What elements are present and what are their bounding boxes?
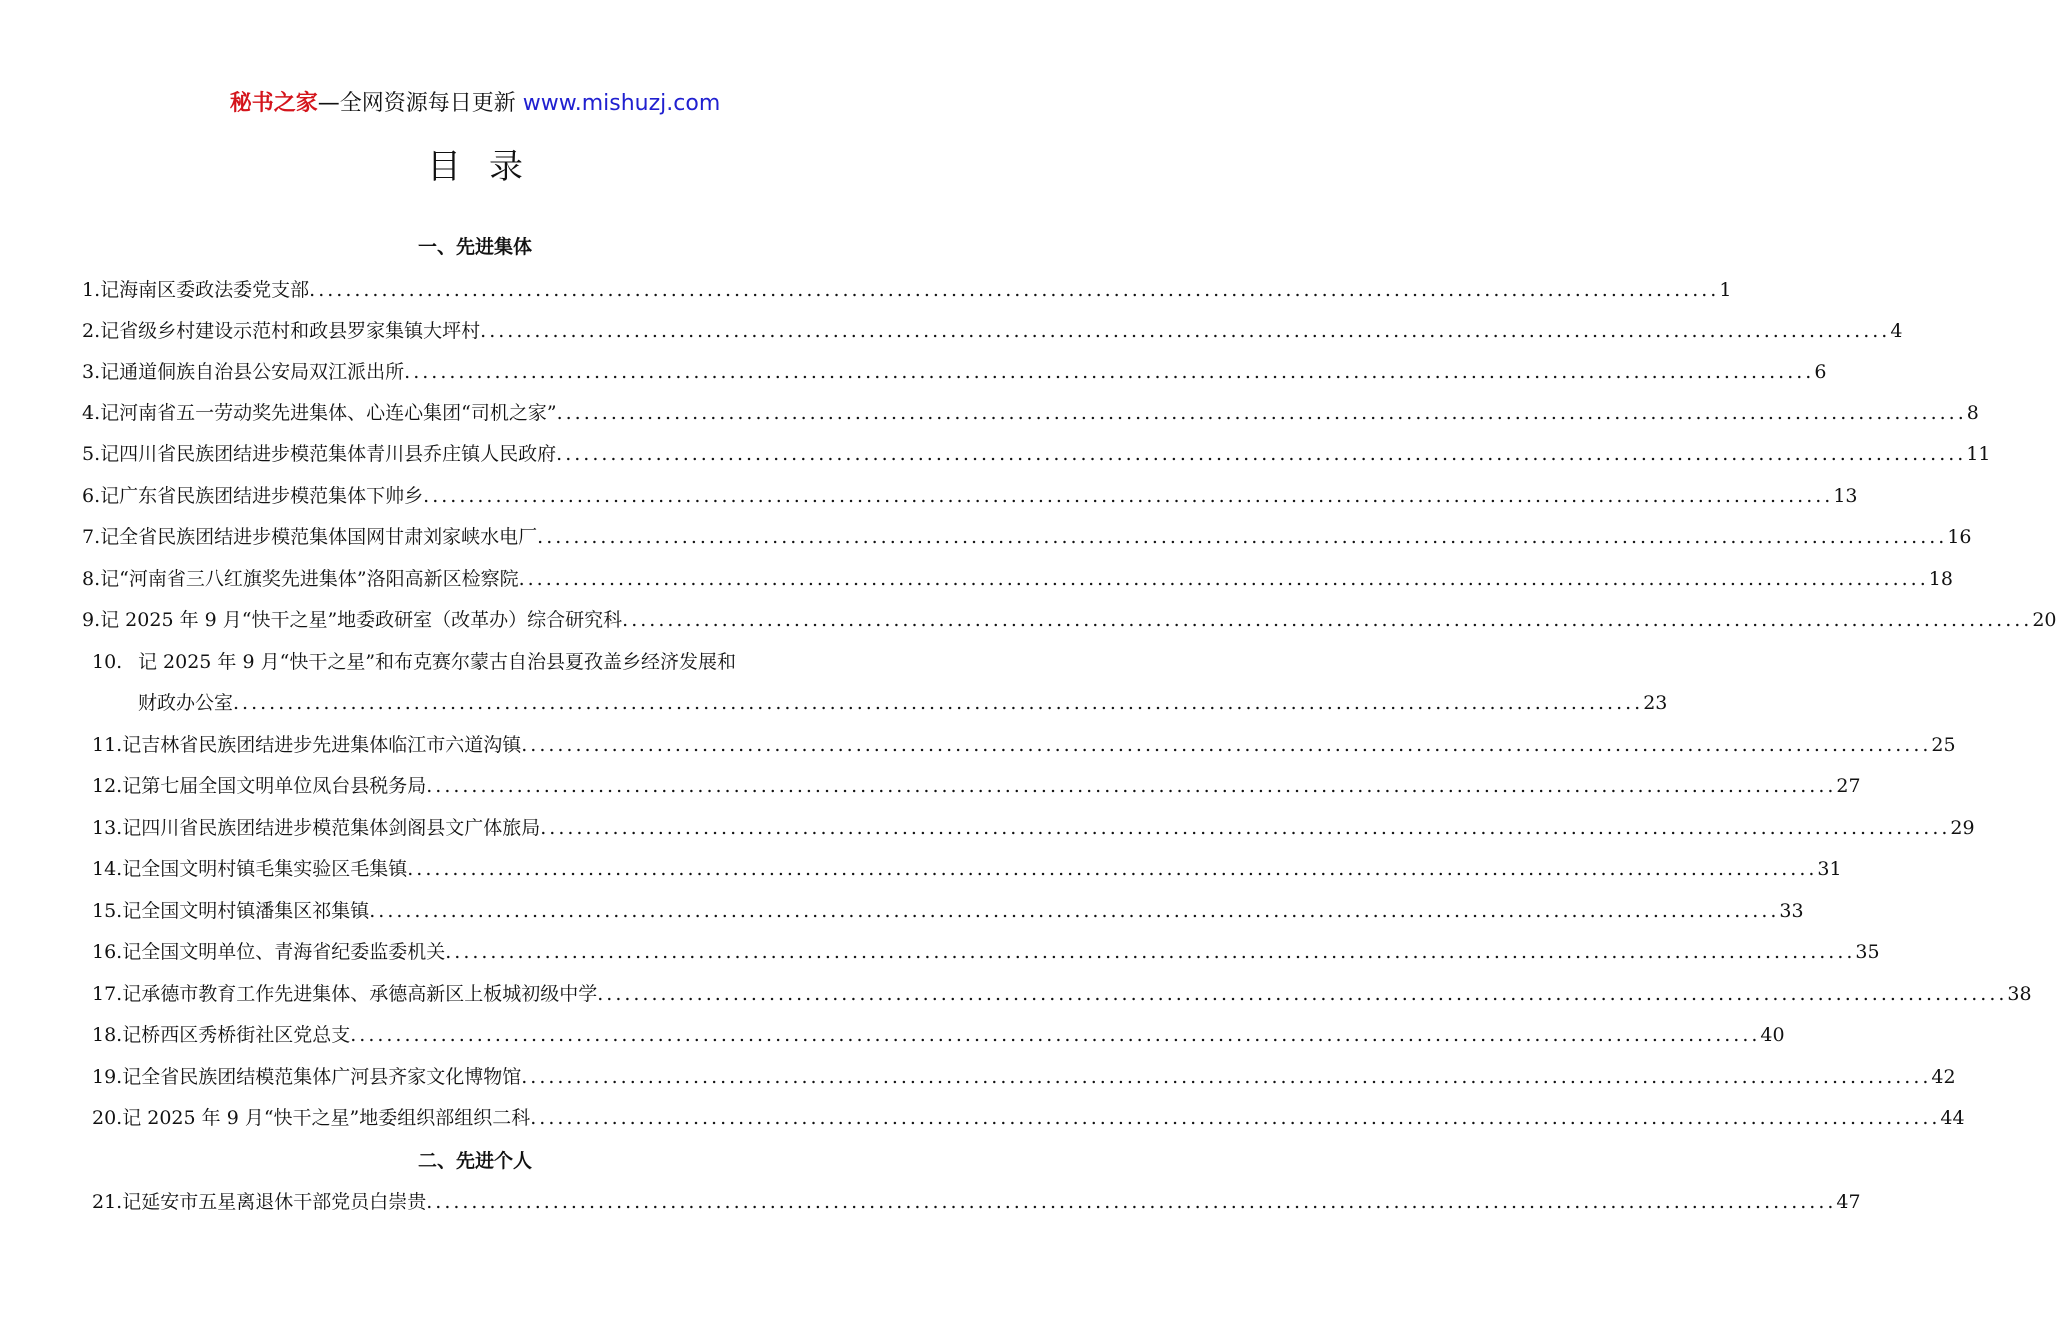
toc-entry-title: 记 2025 年 9 月“快干之星”和布克赛尔蒙古自治县夏孜盖乡经济发展和 xyxy=(138,651,737,673)
toc-entry-number: 21. xyxy=(92,1191,123,1213)
toc-entry-page: 6 xyxy=(1814,361,1827,383)
toc-entry-title: 记通道侗族自治县公安局双江派出所 xyxy=(100,361,405,383)
toc-entry-page: 18 xyxy=(1928,568,1953,590)
toc-leader xyxy=(404,357,1814,387)
toc-entry-page: 42 xyxy=(1931,1066,1956,1088)
toc-entry-page: 23 xyxy=(1643,692,1668,714)
toc-entry-title: 记全省民族团结进步模范集体国网甘肃刘家峡水电厂 xyxy=(100,526,538,548)
toc-entry[interactable] xyxy=(92,1020,1785,1050)
toc-leader xyxy=(557,398,1967,428)
toc-entry-page: 40 xyxy=(1760,1024,1785,1046)
toc-entry-page: 35 xyxy=(1855,941,1880,963)
toc-entry-number: 16. xyxy=(92,941,123,963)
toc-entry-number: 15. xyxy=(92,900,123,922)
toc-entry-number: 9. xyxy=(82,609,101,631)
toc-entry[interactable] xyxy=(82,316,1903,346)
toc-entry-title: 记全国文明单位、青海省纪委监委机关 xyxy=(122,941,446,963)
toc-entry-number: 3. xyxy=(82,361,101,383)
toc-entry-title: 记省级乡村建设示范村和政县罗家集镇大坪村 xyxy=(100,320,481,342)
toc-entry[interactable] xyxy=(82,357,1827,387)
toc-entry-page: 13 xyxy=(1833,485,1858,507)
toc-entry-page: 44 xyxy=(1940,1107,1965,1129)
toc-entry-number: 12. xyxy=(92,775,123,797)
toc-entry-title: 记海南区委政法委党支部 xyxy=(100,279,310,301)
toc-leader xyxy=(426,1187,1836,1217)
toc-entry-title: 记四川省民族团结进步模范集体青川县乔庄镇人民政府 xyxy=(100,443,557,465)
toc-entry-title: 记 2025 年 9 月“快干之星”地委政研室（改革办）综合研究科 xyxy=(100,609,623,631)
toc-entry-title: 记桥西区秀桥街社区党总支 xyxy=(122,1024,351,1046)
toc-entry-title: 记延安市五星离退休干部党员白崇贵 xyxy=(122,1191,427,1213)
site-url[interactable]: www.mishuzj.com xyxy=(522,91,721,116)
toc-leader xyxy=(519,564,1929,594)
toc-entry-title: 记全国文明村镇潘集区祁集镇 xyxy=(122,900,370,922)
toc-entry[interactable] xyxy=(82,564,1953,594)
toc-entry[interactable] xyxy=(92,771,1861,801)
toc-entry-number: 18. xyxy=(92,1024,123,1046)
toc-entry-first-line[interactable] xyxy=(92,647,736,677)
toc-entry-number: 4. xyxy=(82,402,101,424)
toc-leader xyxy=(597,979,2007,1009)
section-heading-collective: 一、先进集体 xyxy=(417,236,532,258)
toc-entry[interactable] xyxy=(92,730,1956,760)
toc-leader xyxy=(407,854,1817,884)
toc-entry-number: 11. xyxy=(92,734,123,756)
toc-entry-page: 1 xyxy=(1719,279,1732,301)
toc-leader xyxy=(233,688,1643,718)
header-dash: — xyxy=(317,91,340,116)
toc-leader xyxy=(622,605,2032,635)
toc-entry-title: 记河南省五一劳动奖先进集体、心连心集团“司机之家” xyxy=(100,402,557,424)
toc-entry[interactable] xyxy=(92,979,2032,1009)
toc-entry[interactable] xyxy=(82,439,1991,469)
toc-entry-title: 记广东省民族团结进步模范集体下帅乡 xyxy=(100,485,424,507)
toc-entry-page: 25 xyxy=(1931,734,1956,756)
toc-entry-number: 13. xyxy=(92,817,123,839)
toc-entry-page: 33 xyxy=(1779,900,1804,922)
toc-entry-number: 7. xyxy=(82,526,101,548)
toc-entry-page: 4 xyxy=(1890,320,1903,342)
toc-entry[interactable] xyxy=(92,813,1975,843)
toc-entry[interactable] xyxy=(82,481,1858,511)
toc-entry-title: 记“河南省三八红旗奖先进集体”洛阳高新区检察院 xyxy=(100,568,519,590)
toc-entry-number: 20. xyxy=(92,1107,123,1129)
toc-entry[interactable] xyxy=(138,688,1668,718)
toc-leader xyxy=(556,439,1966,469)
toc-entry-title-continued: 财政办公室 xyxy=(138,692,234,714)
toc-entry-page: 47 xyxy=(1836,1191,1861,1213)
brand-name: 秘书之家 xyxy=(229,91,318,116)
toc-leader xyxy=(445,937,1855,967)
toc-leader xyxy=(530,1103,1940,1133)
toc-leader xyxy=(521,730,1931,760)
site-header xyxy=(0,88,950,120)
toc-entry[interactable] xyxy=(92,1103,1965,1133)
toc-leader xyxy=(309,275,1719,305)
toc-entry-number: 19. xyxy=(92,1066,123,1088)
toc-entry-page: 38 xyxy=(2007,983,2032,1005)
header-tagline: 全网资源每日更新 xyxy=(339,91,523,116)
toc-leader xyxy=(540,813,1950,843)
toc-entry[interactable] xyxy=(82,605,2057,635)
toc-leader xyxy=(423,481,1833,511)
toc-entry-number: 17. xyxy=(92,983,123,1005)
toc-entry[interactable] xyxy=(92,1187,1861,1217)
section-heading-individual: 二、先进个人 xyxy=(417,1150,532,1172)
toc-entry-title: 记 2025 年 9 月“快干之星”地委组织部组织二科 xyxy=(122,1107,531,1129)
toc-entry-number: 6. xyxy=(82,485,101,507)
toc-entry-number: 14. xyxy=(92,858,123,880)
toc-leader xyxy=(480,316,1890,346)
toc-leader xyxy=(521,1062,1931,1092)
toc-entry[interactable] xyxy=(92,937,1880,967)
toc-entry-title: 记全国文明村镇毛集实验区毛集镇 xyxy=(122,858,408,880)
toc-entry-number: 10. xyxy=(92,651,123,673)
toc-entry-title: 记第七届全国文明单位凤台县税务局 xyxy=(122,775,427,797)
toc-entry-number: 8. xyxy=(82,568,101,590)
toc-leader xyxy=(369,896,1779,926)
toc-leader xyxy=(537,522,1947,552)
toc-entry-page: 11 xyxy=(1966,443,1991,465)
toc-entry-page: 27 xyxy=(1836,775,1861,797)
toc-leader xyxy=(350,1020,1760,1050)
toc-entry[interactable] xyxy=(82,398,1979,428)
toc-entry-number: 2. xyxy=(82,320,101,342)
toc-entry-page: 31 xyxy=(1817,858,1842,880)
toc-entry-title: 记承德市教育工作先进集体、承德高新区上板城初级中学 xyxy=(122,983,598,1005)
toc-entry[interactable] xyxy=(92,854,1842,884)
toc-entry[interactable] xyxy=(92,1062,1956,1092)
toc-entry-title: 记四川省民族团结进步模范集体剑阁县文广体旅局 xyxy=(122,817,541,839)
toc-entry-page: 8 xyxy=(1966,402,1979,424)
toc-entry-number: 1. xyxy=(82,279,101,301)
page-title: 目录 xyxy=(427,147,551,187)
toc-entry-number: 5. xyxy=(82,443,101,465)
toc-entry[interactable] xyxy=(92,896,1804,926)
toc-entry-title: 记吉林省民族团结进步先进集体临江市六道沟镇 xyxy=(122,734,522,756)
toc-entry-title: 记全省民族团结模范集体广河县齐家文化博物馆 xyxy=(122,1066,522,1088)
toc-entry[interactable] xyxy=(82,522,1972,552)
toc-leader xyxy=(426,771,1836,801)
toc-entry-page: 16 xyxy=(1947,526,1972,548)
toc-entry-page: 20 xyxy=(2032,609,2057,631)
toc-entry-page: 29 xyxy=(1950,817,1975,839)
toc-entry[interactable] xyxy=(82,275,1732,305)
